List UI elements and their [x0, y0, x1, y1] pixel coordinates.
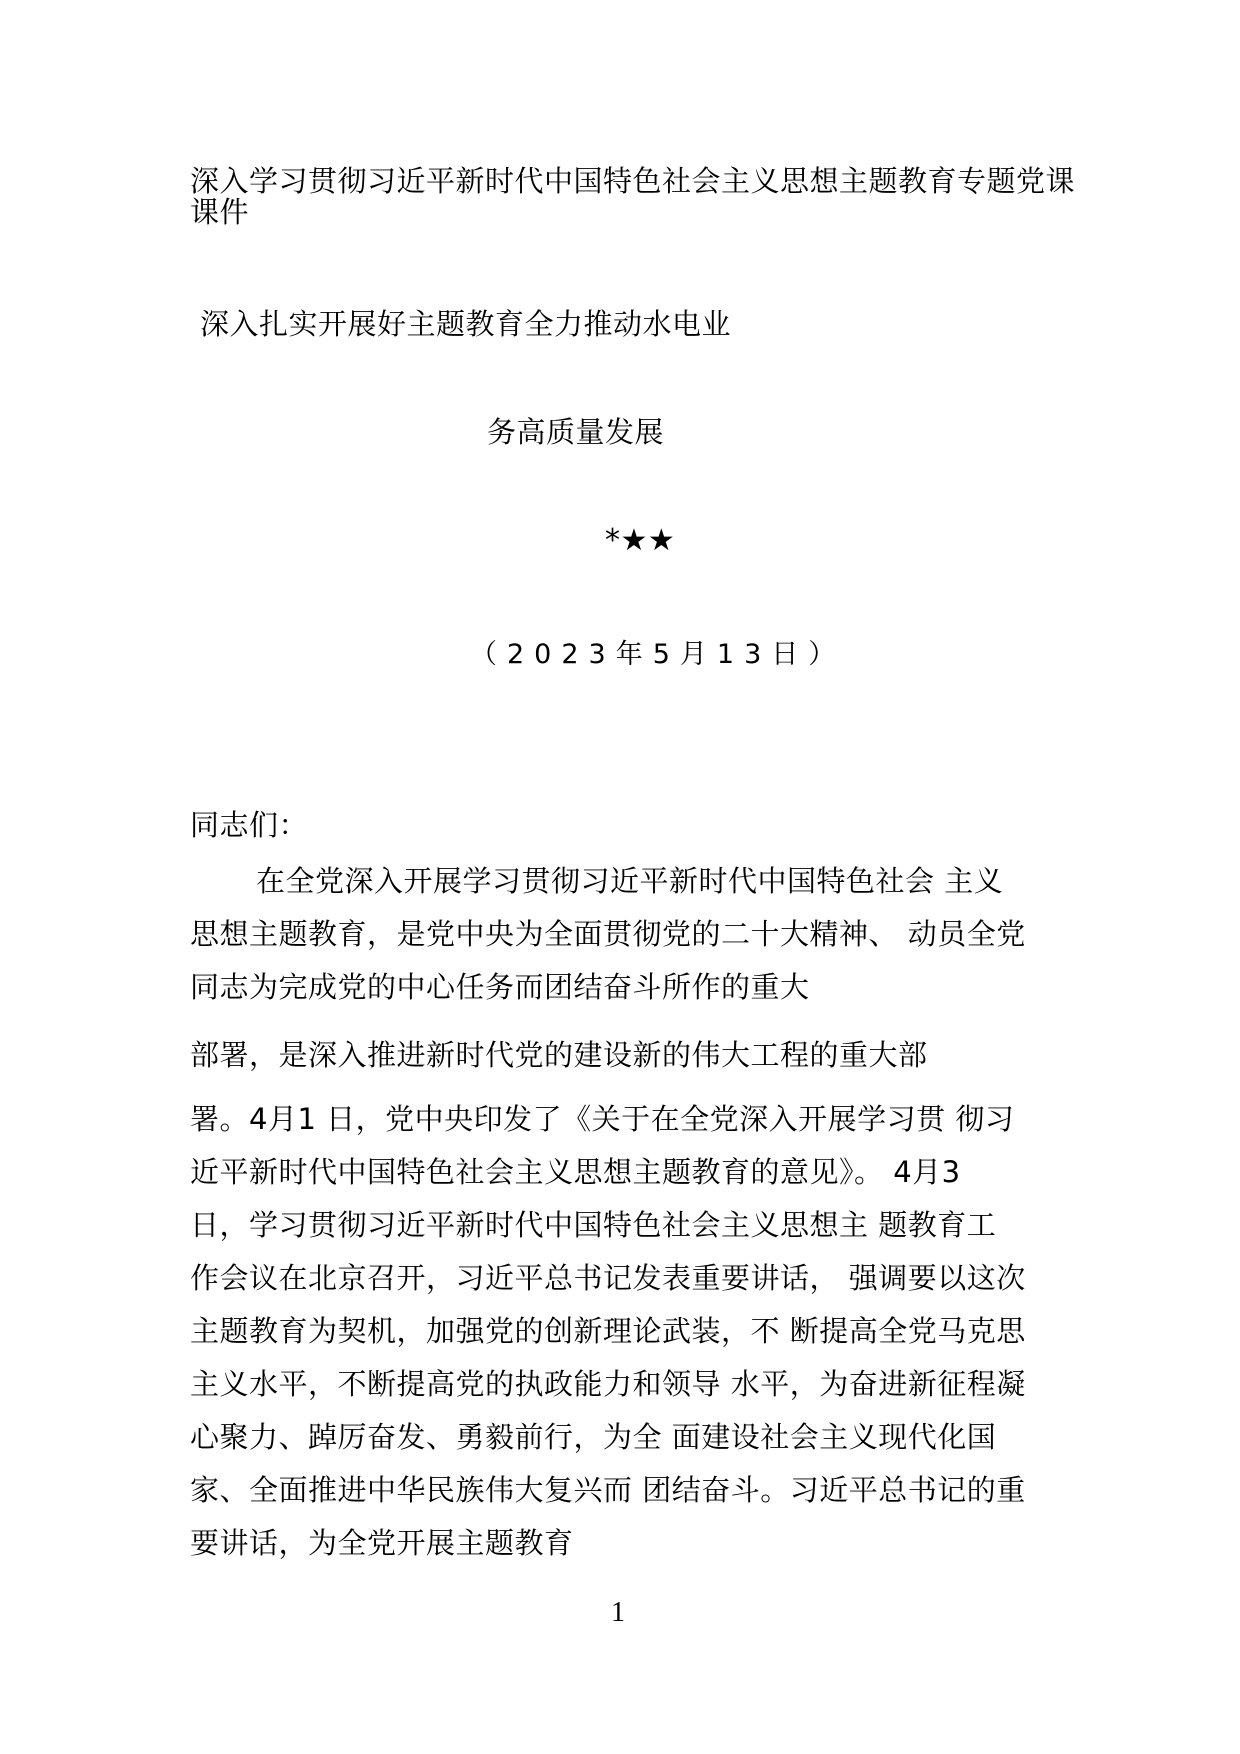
body-line: 署。4月1 日，党中央印发了《关于在全党深入开展学习贯 彻习 [190, 1102, 1015, 1136]
body-line: 部署，是深入推进新时代党的建设新的伟大工程的重大部 [190, 1038, 928, 1072]
body-line: 主义水平，不断提高党的执政能力和领导 水平，为奋进新征程凝 [190, 1367, 1026, 1401]
greeting: 同志们： [190, 808, 309, 842]
body-line: 作会议在北京召开，习近平总书记发表重要讲话， 强调要以这次 [190, 1261, 1026, 1295]
body-line: 要讲话，为全党开展主题教育 [190, 1526, 574, 1560]
body-line: 近平新时代中国特色社会主义思想主题教育的意见》。 4月3 [190, 1155, 961, 1189]
author-mark: *★★ [605, 523, 676, 558]
page-number: 1 [611, 1597, 625, 1628]
body-line: 日，学习贯彻习近平新时代中国特色社会主义思想主 题教育工 [190, 1208, 997, 1242]
document-heading-line-2: 课件 [190, 195, 250, 229]
body-line: 同志为完成党的中心任务而团结奋斗所作的重大 [190, 970, 810, 1004]
body-line: 在全党深入开展学习贯彻习近平新时代中国特色社会 主义 [256, 864, 1004, 898]
document-heading-line-1: 深入学习贯彻习近平新时代中国特色社会主义思想主题教育专题党课 [190, 164, 1076, 198]
document-subtitle-line-2: 务高质量发展 [487, 415, 665, 449]
document-date: （2023年5月13日） [470, 639, 846, 670]
body-line: 心聚力、踔厉奋发、勇毅前行，为全 面建设社会主义现代化国 [190, 1420, 997, 1454]
document-subtitle-line-1: 深入扎实开展好主题教育全力推动水电业 [200, 307, 732, 341]
body-line: 家、全面推进中华民族伟大复兴而 团结奋斗。习近平总书记的重 [190, 1473, 1026, 1507]
body-line: 思想主题教育，是党中央为全面贯彻党的二十大精神、 动员全党 [190, 917, 1026, 951]
body-line: 主题教育为契机，加强党的创新理论武装，不 断提高全党马克思 [190, 1314, 1026, 1348]
